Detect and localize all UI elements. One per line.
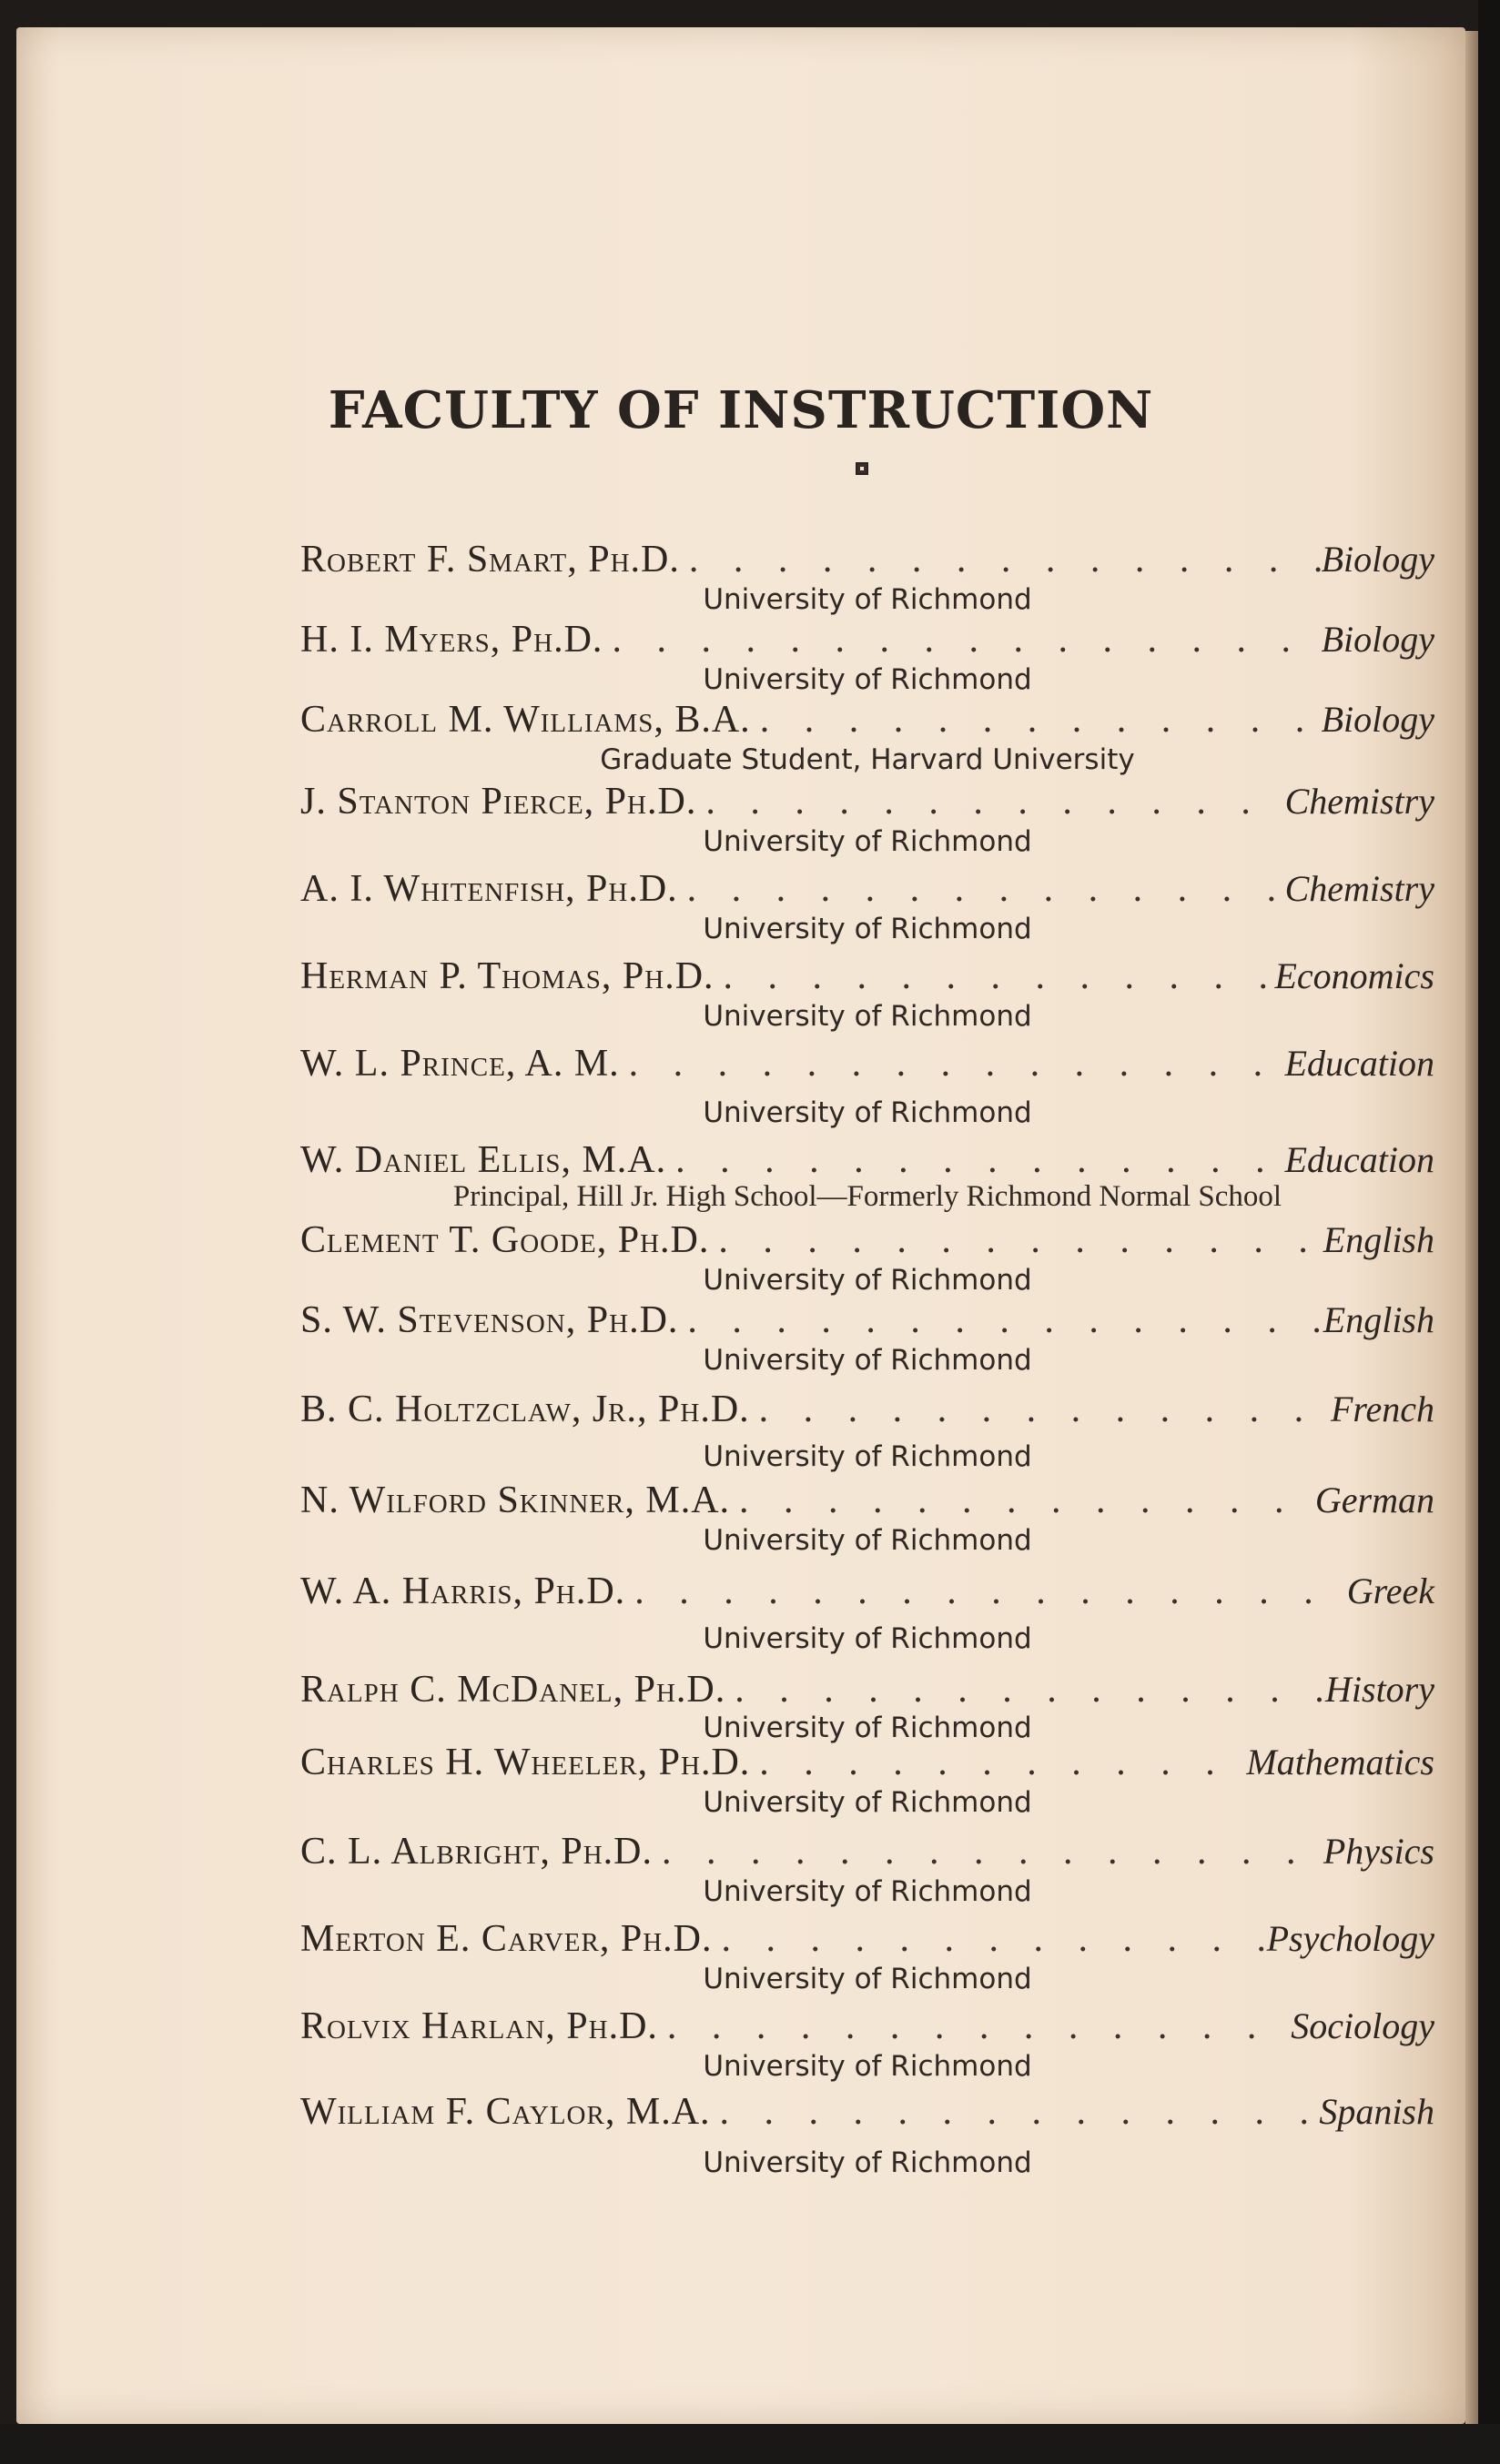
- faculty-name: J. Stanton Pierce, Ph.D.: [300, 781, 697, 823]
- faculty-name: Rolvix Harlan, Ph.D.: [300, 2005, 658, 2047]
- faculty-department: Spanish: [1319, 2091, 1434, 2132]
- faculty-name: C. L. Albright, Ph.D.: [300, 1831, 653, 1873]
- faculty-name: Herman P. Thomas, Ph.D.: [300, 955, 715, 997]
- faculty-affiliation: University of Richmond: [703, 1963, 1032, 1995]
- faculty-department: English: [1323, 1299, 1434, 1340]
- faculty-affiliation: University of Richmond: [703, 1524, 1032, 1557]
- faculty-entry: [300, 954, 1434, 1033]
- dot-leader: [678, 1298, 1323, 1343]
- faculty-affiliation: University of Richmond: [703, 1786, 1032, 1819]
- faculty-name: Clement T. Goode, Ph.D.: [300, 1219, 710, 1261]
- faculty-department: Psychology: [1266, 1918, 1434, 1959]
- faculty-affiliation: Graduate Student, Harvard University: [600, 743, 1135, 776]
- faculty-affiliation: University of Richmond: [703, 913, 1032, 945]
- faculty-name: Ralph C. McDanel, Ph.D.: [300, 1669, 726, 1711]
- faculty-department: Biology: [1321, 699, 1434, 740]
- faculty-entry: [300, 1387, 1434, 1473]
- faculty-entry: [300, 1041, 1434, 1129]
- page-title: FACULTY OF INSTRUCTION: [328, 380, 1154, 440]
- faculty-name: H. I. Myers, Ph.D.: [300, 619, 603, 661]
- faculty-entry: [300, 2004, 1434, 2083]
- dot-leader: [678, 866, 1285, 912]
- faculty-entry: [300, 1298, 1434, 1377]
- faculty-name: Carroll M. Williams, B.A.: [300, 699, 751, 741]
- faculty-affiliation: University of Richmond: [703, 1096, 1032, 1129]
- faculty-department: Physics: [1323, 1831, 1434, 1872]
- dot-leader: [696, 779, 1284, 824]
- faculty-entry: [300, 1217, 1434, 1297]
- faculty-affiliation: University of Richmond: [703, 1264, 1032, 1297]
- faculty-entry: [300, 1137, 1434, 1213]
- dot-leader: [730, 1478, 1315, 1523]
- faculty-department: French: [1330, 1389, 1434, 1429]
- dot-leader: [666, 1137, 1284, 1183]
- faculty-department: Greek: [1346, 1570, 1434, 1611]
- faculty-affiliation: University of Richmond: [703, 2146, 1032, 2179]
- faculty-department: Education: [1284, 1043, 1434, 1084]
- faculty-name: Charles H. Wheeler, Ph.D.: [300, 1742, 751, 1783]
- faculty-entry: [300, 779, 1434, 858]
- faculty-department: Economics: [1274, 955, 1434, 996]
- dot-leader: [750, 1387, 1331, 1432]
- faculty-name: A. I. Whitenfish, Ph.D.: [300, 868, 678, 910]
- faculty-affiliation: University of Richmond: [703, 825, 1032, 858]
- faculty-affiliation: University of Richmond: [703, 1344, 1032, 1377]
- faculty-affiliation: University of Richmond: [703, 583, 1032, 616]
- faculty-department: German: [1314, 1479, 1434, 1520]
- faculty-department: Chemistry: [1284, 781, 1434, 822]
- page-edge: [1465, 31, 1478, 2424]
- dot-leader: [750, 1740, 1246, 1785]
- page: [16, 27, 1465, 2424]
- dot-leader: [625, 1569, 1347, 1614]
- faculty-entry: [300, 1740, 1434, 1819]
- faculty-affiliation: University of Richmond: [703, 1875, 1032, 1908]
- dot-leader: [620, 1041, 1285, 1086]
- book-bottom-edge: [0, 2424, 1500, 2464]
- dot-leader: [725, 1667, 1325, 1712]
- dot-leader: [653, 1829, 1323, 1874]
- dot-leader: [711, 2089, 1320, 2135]
- faculty-name: William F. Caylor, M.A.: [300, 2091, 711, 2133]
- faculty-affiliation: Principal, Hill Jr. High School—Formerly Richmond Normal School: [452, 1180, 1282, 1213]
- faculty-entry: [300, 1667, 1434, 1744]
- faculty-entry: [300, 2089, 1434, 2179]
- faculty-department: History: [1325, 1669, 1434, 1710]
- faculty-entry: [300, 866, 1434, 945]
- faculty-name: Robert F. Smart, Ph.D.: [300, 539, 680, 581]
- faculty-name: B. C. Holtzclaw, Jr., Ph.D.: [300, 1389, 750, 1430]
- faculty-name: Merton E. Carver, Ph.D.: [300, 1918, 713, 1960]
- faculty-name: N. Wilford Skinner, M.A.: [300, 1479, 731, 1521]
- faculty-department: Education: [1284, 1139, 1434, 1180]
- faculty-name: W. Daniel Ellis, M.A.: [300, 1139, 667, 1181]
- faculty-department: Biology: [1321, 619, 1434, 660]
- ornament-square-icon: [856, 462, 868, 475]
- faculty-name: W. L. Prince, A. M.: [300, 1043, 620, 1085]
- faculty-entry: [300, 1829, 1434, 1908]
- faculty-affiliation: University of Richmond: [703, 1000, 1032, 1033]
- dot-leader: [715, 954, 1275, 999]
- faculty-entry: [300, 617, 1434, 696]
- faculty-affiliation: University of Richmond: [703, 1440, 1032, 1473]
- faculty-affiliation: University of Richmond: [703, 1712, 1032, 1744]
- dot-leader: [658, 2004, 1291, 2049]
- dot-leader: [713, 1916, 1267, 1962]
- faculty-entry: [300, 1569, 1434, 1655]
- faculty-department: Chemistry: [1284, 868, 1434, 909]
- faculty-affiliation: University of Richmond: [703, 1622, 1032, 1655]
- book-cover-edge: [1478, 0, 1500, 2464]
- dot-leader: [751, 697, 1322, 742]
- faculty-name: W. A. Harris, Ph.D.: [300, 1570, 626, 1612]
- dot-leader: [680, 537, 1322, 582]
- faculty-department: Biology: [1321, 539, 1434, 580]
- faculty-department: English: [1323, 1219, 1434, 1260]
- faculty-entry: [300, 1916, 1434, 1995]
- dot-leader: [709, 1217, 1323, 1263]
- faculty-affiliation: University of Richmond: [703, 2050, 1032, 2083]
- faculty-entry: [300, 697, 1434, 776]
- page-content: [16, 27, 1465, 2424]
- faculty-affiliation: University of Richmond: [703, 663, 1032, 696]
- faculty-name: S. W. Stevenson, Ph.D.: [300, 1299, 679, 1341]
- faculty-entry: [300, 1478, 1434, 1557]
- faculty-entry: [300, 537, 1434, 616]
- faculty-department: Sociology: [1291, 2005, 1434, 2046]
- faculty-department: Mathematics: [1246, 1742, 1434, 1782]
- dot-leader: [603, 617, 1321, 662]
